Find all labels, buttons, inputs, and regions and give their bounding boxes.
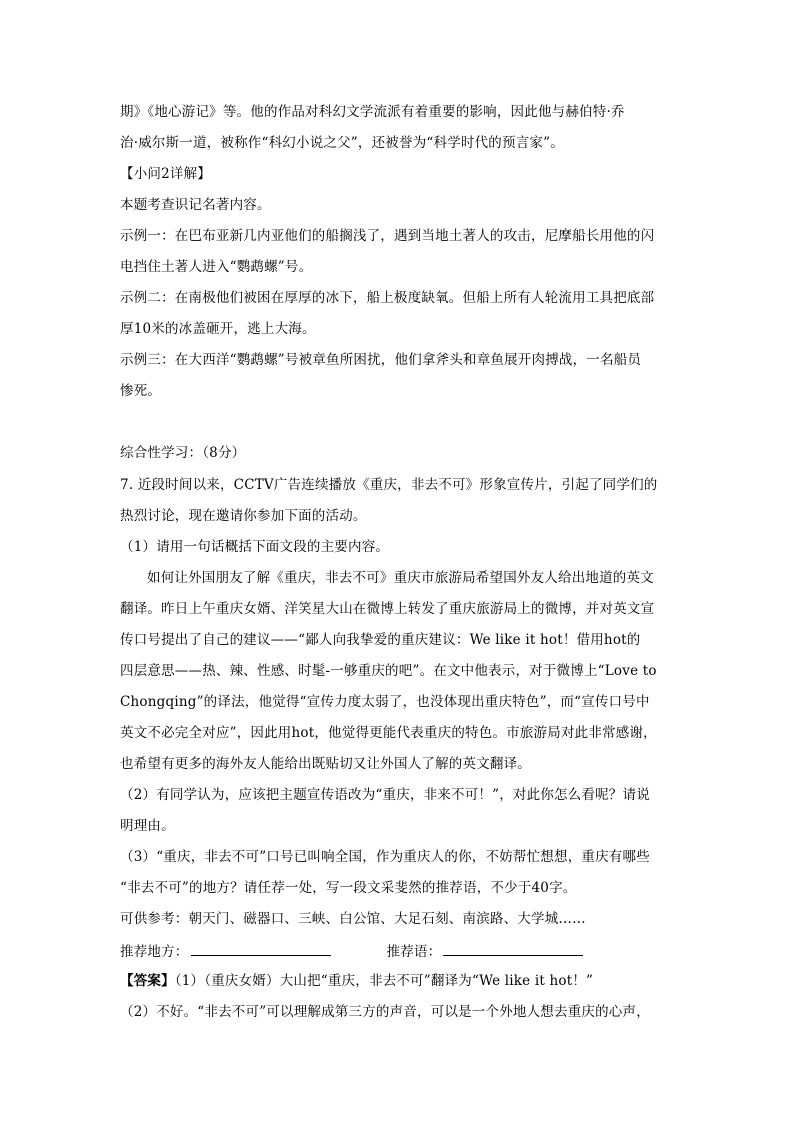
text-line: 示例一：在巴布亚新几内亚他们的船搁浅了，遇到当地土著人的攻击，尼摩船长用他的闪: [120, 228, 655, 244]
recommend-row: [120, 941, 680, 961]
text-line: 惨死。: [120, 383, 162, 399]
recommend-place-label: 推荐地方：: [120, 944, 189, 960]
text-line: （1）请用一句话概括下面文段的主要内容。: [120, 539, 390, 555]
answer-line-1: [120, 972, 680, 990]
text-line: 本题考查识记名著内容。: [120, 197, 271, 213]
recommend-place-blank[interactable]: [191, 941, 331, 956]
text-line: （2）有同学认为，应该把主题宣传语改为“重庆，非来不可！”，对此你怎么看呢？请说: [120, 787, 650, 803]
text-line: 热烈讨论，现在邀请你参加下面的活动。: [120, 508, 367, 524]
text-line: 如何让外国朋友了解《重庆，非去不可》重庆市旅游局希望国外友人给出地道的英文: [147, 570, 654, 586]
text-line: 四层意思——热、辣、性感、时髦-一够重庆的吧”。在文中他表示，对于微博上“Love to: [120, 663, 657, 679]
text-line: 示例二：在南极他们被困在厚厚的冰下，船上极度缺氧。但船上所有人轮流用工具把底部: [120, 290, 655, 306]
recommend-words-label: 推荐语：: [386, 944, 442, 960]
recommend-words-blank[interactable]: [443, 941, 583, 956]
text-line: 厚10米的冰盖砸开，逃上大海。: [120, 321, 316, 337]
text-line: Chongqing”的译法，他觉得“宣传力度太弱了，也没体现出重庆特色”，而“宣传口号中: [120, 694, 650, 710]
answer-line-2: [120, 1003, 680, 1021]
text-line: 电挡住土著人进入“鹦鹉螺”号。: [120, 259, 313, 275]
text-line: “非去不可”的地方？请任荐一处，写一段文采斐然的推荐语，不少于40字。: [120, 880, 577, 896]
text-line: 综合性学习：（8分）: [120, 445, 246, 461]
text-line: 明理由。: [120, 818, 175, 834]
text-line: 英文不必完全对应”，因此用hot，他觉得更能代表重庆的特色。市旅游局对此非常感谢，: [120, 725, 657, 741]
text-line: 可供参考：朝天门、磁器口、三峡、白公馆、大足石刻、南滨路、大学城……: [120, 911, 586, 927]
text-line: 也希望有更多的海外友人能给出既贴切又让外国人了解的英文翻译。: [120, 756, 531, 772]
answer-text-2: （2）不好。“非去不可”可以理解成第三方的声音，可以是一个外地人想去重庆的心声，: [120, 1004, 650, 1020]
answer-text-1: （1）（重庆女婿）大山把“重庆，非去不可”翻译为“We like it hot！”: [174, 973, 594, 989]
text-line: 示例三：在大西洋“鹦鹉螺”号被章鱼所困扰，他们拿斧头和章鱼展开肉搏战，一名船员: [120, 352, 642, 368]
text-line: 期》《地心游记》等。他的作品对科幻文学流派有着重要的影响，因此他与赫伯特·乔: [120, 104, 625, 120]
answer-tag: 【答案】: [120, 973, 175, 989]
text-line: 治·威尔斯一道，被称作“科幻小说之父”，还被誉为“科学时代的预言家”。: [120, 135, 564, 151]
text-line: 传口号提出了自己的建议——“鄙人向我挚爱的重庆建议：We like it hot！借用hot的: [120, 632, 641, 648]
text-line: 【小问2详解】: [120, 166, 211, 182]
text-line: 7. 近段时间以来，CCTV广告连续播放《重庆，非去不可》形象宣传片，引起了同学们的: [120, 477, 658, 493]
text-line: 翻译。昨日上午重庆女婿、洋笑星大山在微博上转发了重庆旅游局上的微博，并对英文宣: [120, 601, 655, 617]
text-line: （3）“重庆，非去不可”口号已叫响全国，作为重庆人的你，不妨帮忙想想，重庆有哪些: [120, 849, 650, 865]
